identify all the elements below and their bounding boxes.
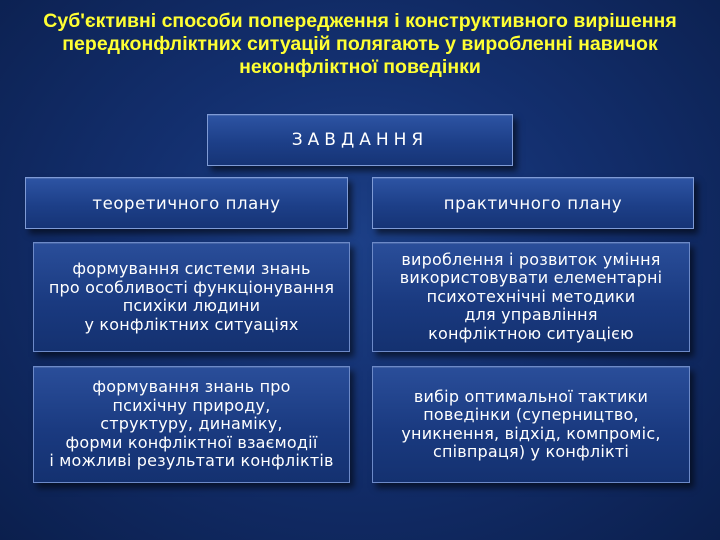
item-line: психіки людини xyxy=(122,296,261,315)
item-line: поведінки (суперництво, xyxy=(423,405,639,424)
theoretical-item-1-text xyxy=(49,260,334,334)
tasks-label: ЗАВДАННЯ xyxy=(291,130,429,150)
practical-item-1-text xyxy=(400,251,663,344)
practical-item-2-text xyxy=(401,388,660,462)
practical-plan-header xyxy=(372,177,694,229)
item-line: про особливості функціонування xyxy=(48,277,335,297)
item-line: використовувати елементарні xyxy=(399,268,663,288)
theoretical-item-1 xyxy=(33,242,350,352)
title-line: неконфліктної поведінки xyxy=(239,56,481,78)
item-line: вироблення і розвиток уміння xyxy=(401,249,661,269)
item-line: психічну природу, xyxy=(112,395,271,415)
title-line: передконфліктних ситуацій полягають у виробленні навичок xyxy=(62,33,658,55)
practical-item-1 xyxy=(372,242,690,352)
item-line: для управління xyxy=(464,305,598,325)
item-line: у конфліктних ситуаціях xyxy=(84,314,299,334)
slide-title xyxy=(20,10,700,79)
item-line: формування системи знань xyxy=(72,259,311,278)
item-line: формування знань про xyxy=(92,377,291,397)
theoretical-item-2-text xyxy=(49,378,333,471)
item-line: уникнення, відхід, компроміс, xyxy=(401,423,661,443)
practical-plan-label: практичного плану xyxy=(443,193,623,213)
item-line: співпраця) у конфлікті xyxy=(432,442,630,461)
item-line: психотехнічні методики xyxy=(426,286,636,306)
theoretical-plan-header xyxy=(25,177,348,229)
practical-item-2 xyxy=(372,366,690,483)
item-line: конфліктною ситуацією xyxy=(428,323,634,343)
theoretical-item-2 xyxy=(33,366,350,483)
item-line: структуру, динаміку, xyxy=(100,414,283,434)
item-line: форми конфліктної взаємодії xyxy=(65,432,318,452)
item-line: вибір оптимальної тактики xyxy=(413,386,649,406)
theoretical-plan-label: теоретичного плану xyxy=(92,193,281,213)
title-line: Суб'єктивні способи попередження і конструктивного вирішення xyxy=(43,10,677,32)
tasks-box xyxy=(207,114,513,166)
item-line: і можливі результати конфліктів xyxy=(49,451,334,471)
